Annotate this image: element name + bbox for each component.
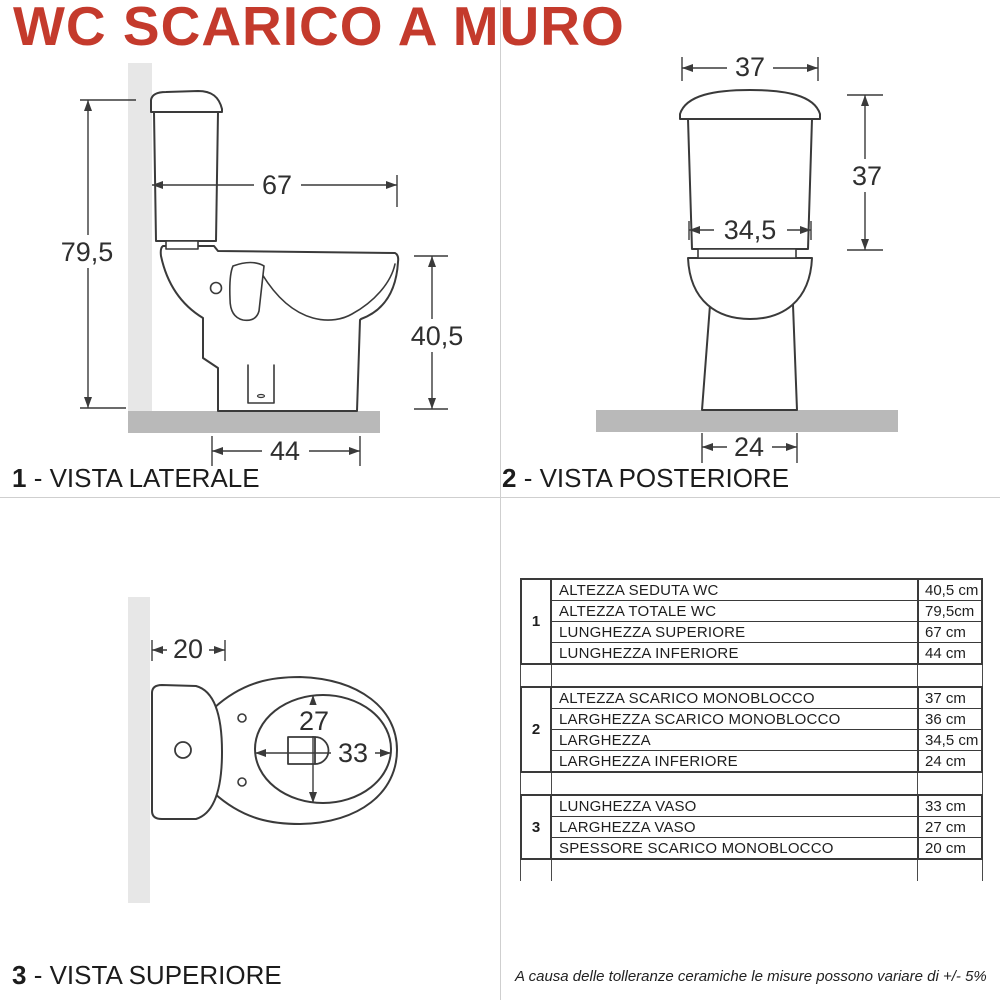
row-label: LARGHEZZA INFERIORE (559, 752, 738, 770)
table-row (552, 709, 981, 730)
row-value: 36 cm (917, 709, 981, 729)
superior-view-text: - VISTA SUPERIORE (33, 960, 282, 990)
group-number: 3 (522, 796, 552, 858)
tank-bowl-connector-rear (698, 249, 796, 258)
row-value: 44 cm (917, 643, 981, 663)
posterior-view-text: - VISTA POSTERIORE (523, 463, 790, 493)
table-row (552, 730, 981, 751)
table-spacer (520, 665, 983, 686)
page-title: WC SCARICO A MURO (13, 0, 625, 57)
table-row (552, 622, 981, 643)
row-label: LARGHEZZA (559, 731, 651, 749)
posterior-view-label (502, 463, 789, 494)
trap-funnel (230, 263, 264, 321)
table-row (552, 838, 981, 858)
row-label: LUNGHEZZA VASO (559, 797, 697, 815)
dim-bottom-length-label: 44 (269, 436, 301, 466)
dim-tank-depth (152, 634, 225, 665)
dimensions-table (520, 578, 983, 881)
tolerance-note: A causa delle tolleranze ceramiche le misure possono variare di +/- 5% (515, 968, 987, 985)
row-label: ALTEZZA TOTALE WC (559, 602, 717, 620)
lateral-view-text: - VISTA LATERALE (33, 463, 260, 493)
seat-bowl-outline (161, 246, 398, 411)
table-row (552, 688, 981, 709)
table-row (552, 817, 981, 838)
superior-view-number: 3 (12, 960, 27, 990)
superior-view-label (12, 960, 282, 991)
row-value: 40,5 cm (917, 580, 981, 600)
row-label: LARGHEZZA SCARICO MONOBLOCCO (559, 710, 841, 728)
tank-top-hole (175, 742, 191, 758)
table-group-1 (520, 578, 983, 665)
dim-top-length-label: 67 (261, 170, 293, 200)
floor-rear (596, 410, 898, 432)
table-spacer (520, 773, 983, 794)
dim-bowl-width-label: 27 (298, 706, 330, 736)
dim-bowl-length-label: 33 (337, 738, 369, 768)
pedestal-rear (702, 305, 797, 410)
dim-bottom-length (212, 436, 360, 466)
table-spacer (520, 860, 983, 881)
lateral-view-number: 1 (12, 463, 27, 493)
table-row (552, 601, 981, 622)
group-number: 2 (522, 688, 552, 771)
dim-seat-height (405, 256, 469, 409)
row-label: ALTEZZA SCARICO MONOBLOCCO (559, 689, 815, 707)
dim-base-width (702, 432, 797, 463)
row-value: 67 cm (917, 622, 981, 642)
posterior-view-drawing (500, 0, 1000, 497)
tank-bowl-connector-side (166, 241, 198, 249)
table-row (552, 643, 981, 663)
wall-side (128, 63, 152, 411)
dim-tank-depth-label: 20 (172, 634, 204, 664)
table-group-2 (520, 686, 983, 773)
dim-total-height (56, 100, 136, 408)
floor-side (128, 411, 380, 433)
row-value: 34,5 cm (917, 730, 981, 750)
row-value: 24 cm (917, 751, 981, 771)
lateral-view-label (12, 463, 260, 494)
dim-total-height-label: 79,5 (60, 237, 114, 267)
dim-base-width-label: 24 (733, 432, 765, 462)
table-row (552, 796, 981, 817)
dim-seat-height-label: 40,5 (410, 321, 464, 351)
row-value: 33 cm (917, 796, 981, 816)
tank-rear-lid (680, 90, 820, 119)
row-label: SPESSORE SCARICO MONOBLOCCO (559, 839, 834, 857)
dim-tank-height (843, 95, 890, 250)
posterior-view-number: 2 (502, 463, 517, 493)
table-group-3 (520, 794, 983, 860)
lateral-view-drawing (0, 0, 500, 497)
row-value: 79,5cm (917, 601, 981, 621)
tank-side-body (154, 112, 218, 241)
row-value: 27 cm (917, 817, 981, 837)
dim-tank-width-label: 37 (734, 52, 766, 82)
wall-top (128, 597, 150, 903)
row-label: LUNGHEZZA INFERIORE (559, 644, 739, 662)
tank-side-lid (151, 91, 222, 112)
group-number: 1 (522, 580, 552, 663)
table-row (552, 580, 981, 601)
row-label: LARGHEZZA VASO (559, 818, 696, 836)
row-label: ALTEZZA SEDUTA WC (559, 581, 719, 599)
row-value: 20 cm (917, 838, 981, 858)
hinge-hole-side (211, 283, 222, 294)
dim-mid-width-label: 34,5 (723, 215, 777, 245)
dim-tank-width (682, 52, 818, 83)
table-row (552, 751, 981, 771)
dim-tank-height-label: 37 (851, 161, 883, 191)
superior-view-drawing (0, 497, 500, 1000)
row-label: LUNGHEZZA SUPERIORE (559, 623, 746, 641)
row-value: 37 cm (917, 688, 981, 708)
